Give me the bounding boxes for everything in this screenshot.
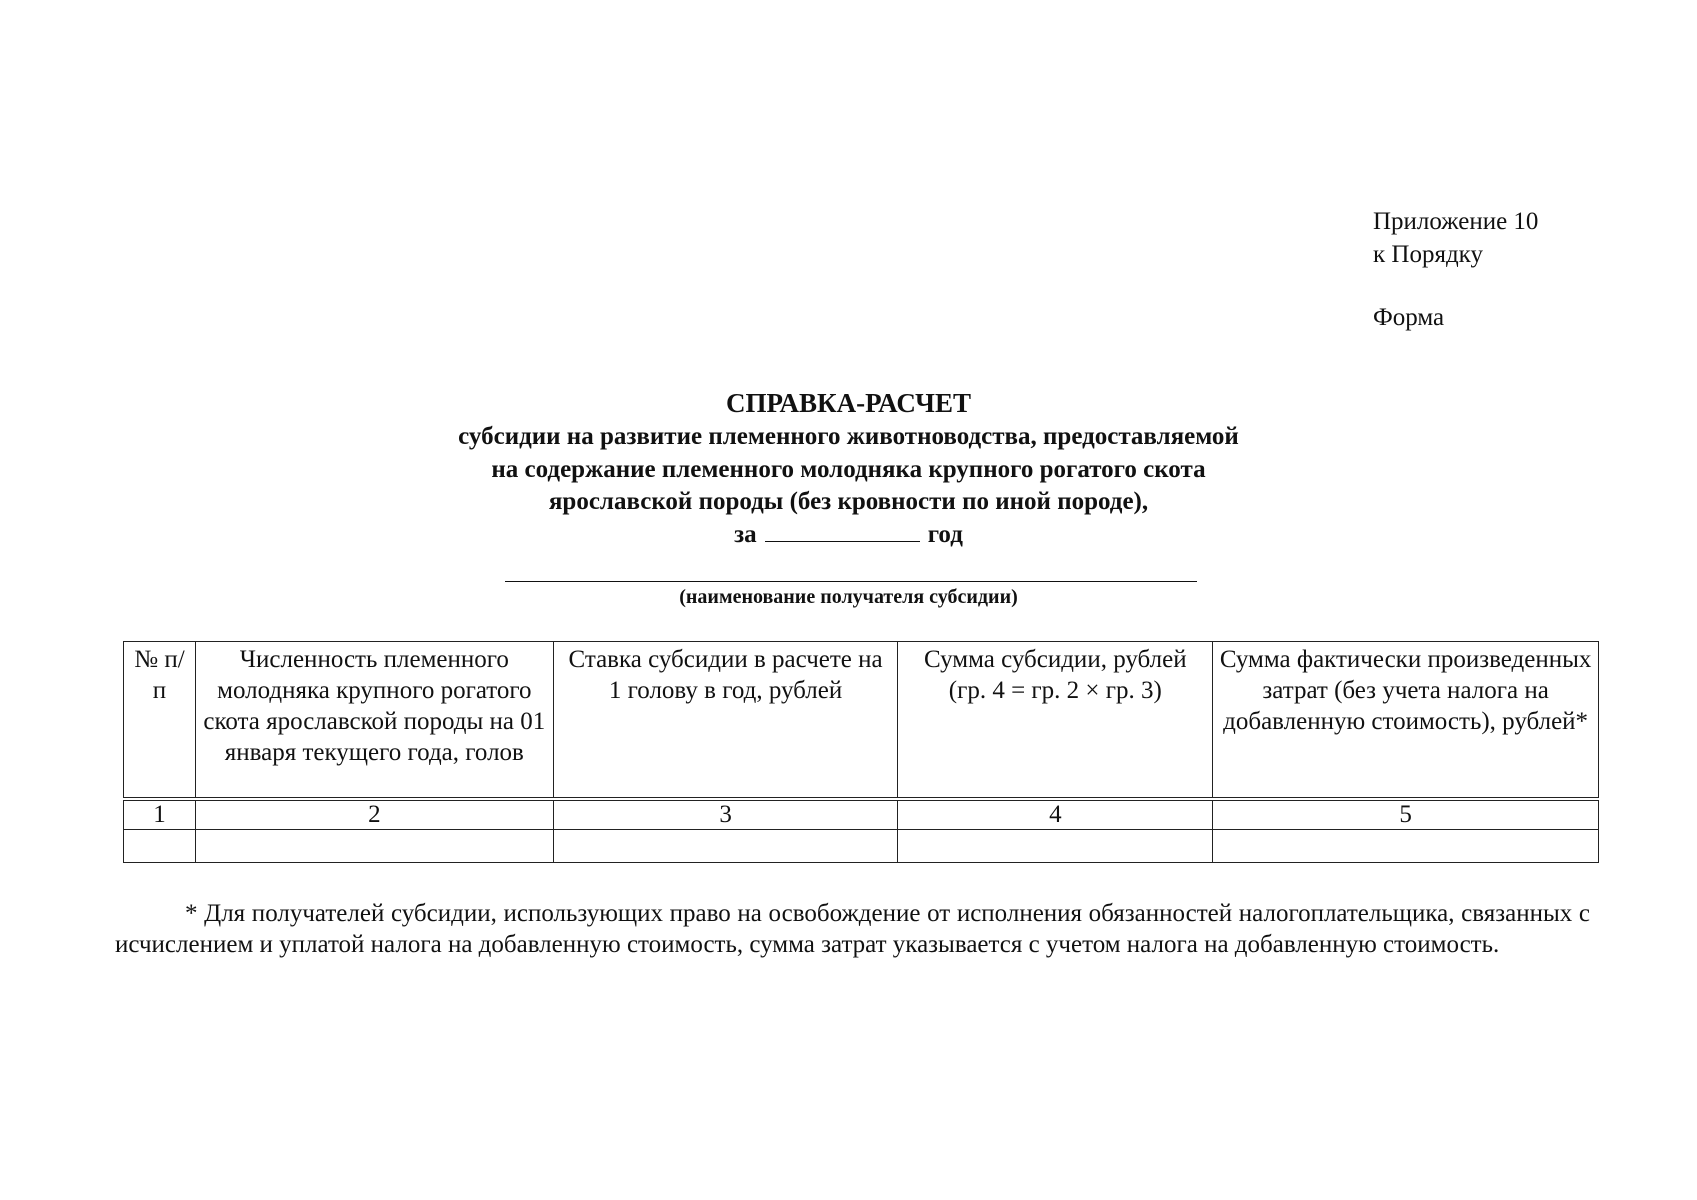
document-subtitle: [0, 421, 1697, 519]
footnote: * Для получателей субсидии, использующих право на освобождение от исполнения обязанностей налогоплательщика, связанных с исчислением и уплатой налога на добавленную стоимость, сумма затрат указывается с учетом налога на добавленную стоимость.: [115, 900, 1590, 958]
annex-reference: к Порядку: [1373, 241, 1483, 268]
table-cell[interactable]: [195, 830, 553, 863]
column-numbers-row: [124, 799, 1599, 830]
column-number-cell: 4: [898, 799, 1213, 830]
table-header-row: [124, 642, 1599, 800]
column-header-livestock-count: Численность племенного молодняка крупного рогатого скота ярославской породы на 01 января текущего года, голов: [195, 642, 553, 800]
column-number-cell: 3: [553, 799, 898, 830]
subtitle-line-2: на содержание племенного молодняка крупного рогатого скота: [491, 455, 1206, 483]
table-row: [124, 830, 1599, 863]
table-cell[interactable]: [124, 830, 196, 863]
subtitle-line-1: субсидии на развитие племенного животноводства, предоставляемой: [458, 423, 1239, 450]
table-cell[interactable]: [1213, 830, 1599, 863]
table-cell[interactable]: [553, 830, 898, 863]
recipient-name-field[interactable]: [505, 581, 1197, 582]
column-header-subsidy-rate: Ставка субсидии в расчете на 1 голову в год, рублей: [553, 642, 898, 800]
recipient-caption: (наименование получателя субсидии): [679, 586, 1018, 608]
column-number-cell: 5: [1213, 799, 1599, 830]
annex-number: Приложение 10: [1373, 208, 1539, 235]
form-label: Форма: [1373, 304, 1445, 331]
table-cell[interactable]: [898, 830, 1213, 863]
column-header-number: № п/п: [124, 642, 196, 800]
subtitle-line-3: ярославской породы (без кровности по иной породе),: [548, 488, 1149, 515]
year-suffix: год: [927, 521, 963, 548]
year-prefix: за: [734, 521, 757, 548]
calculation-table: [123, 641, 1599, 863]
column-number-cell: 2: [195, 799, 553, 830]
column-header-subsidy-amount: Сумма субсидии, рублей (гр. 4 = гр. 2 × гр. 3): [898, 642, 1213, 800]
column-header-actual-costs: Сумма фактически произведенных затрат (без учета налога на добавленную стоимость), рублей*: [1213, 642, 1599, 800]
year-line: [0, 519, 1697, 551]
year-blank-field[interactable]: [765, 519, 920, 542]
annex-block: [1373, 205, 1538, 334]
column-number-cell: 1: [124, 799, 196, 830]
document-title: СПРАВКА-РАСЧЕТ: [726, 388, 971, 418]
